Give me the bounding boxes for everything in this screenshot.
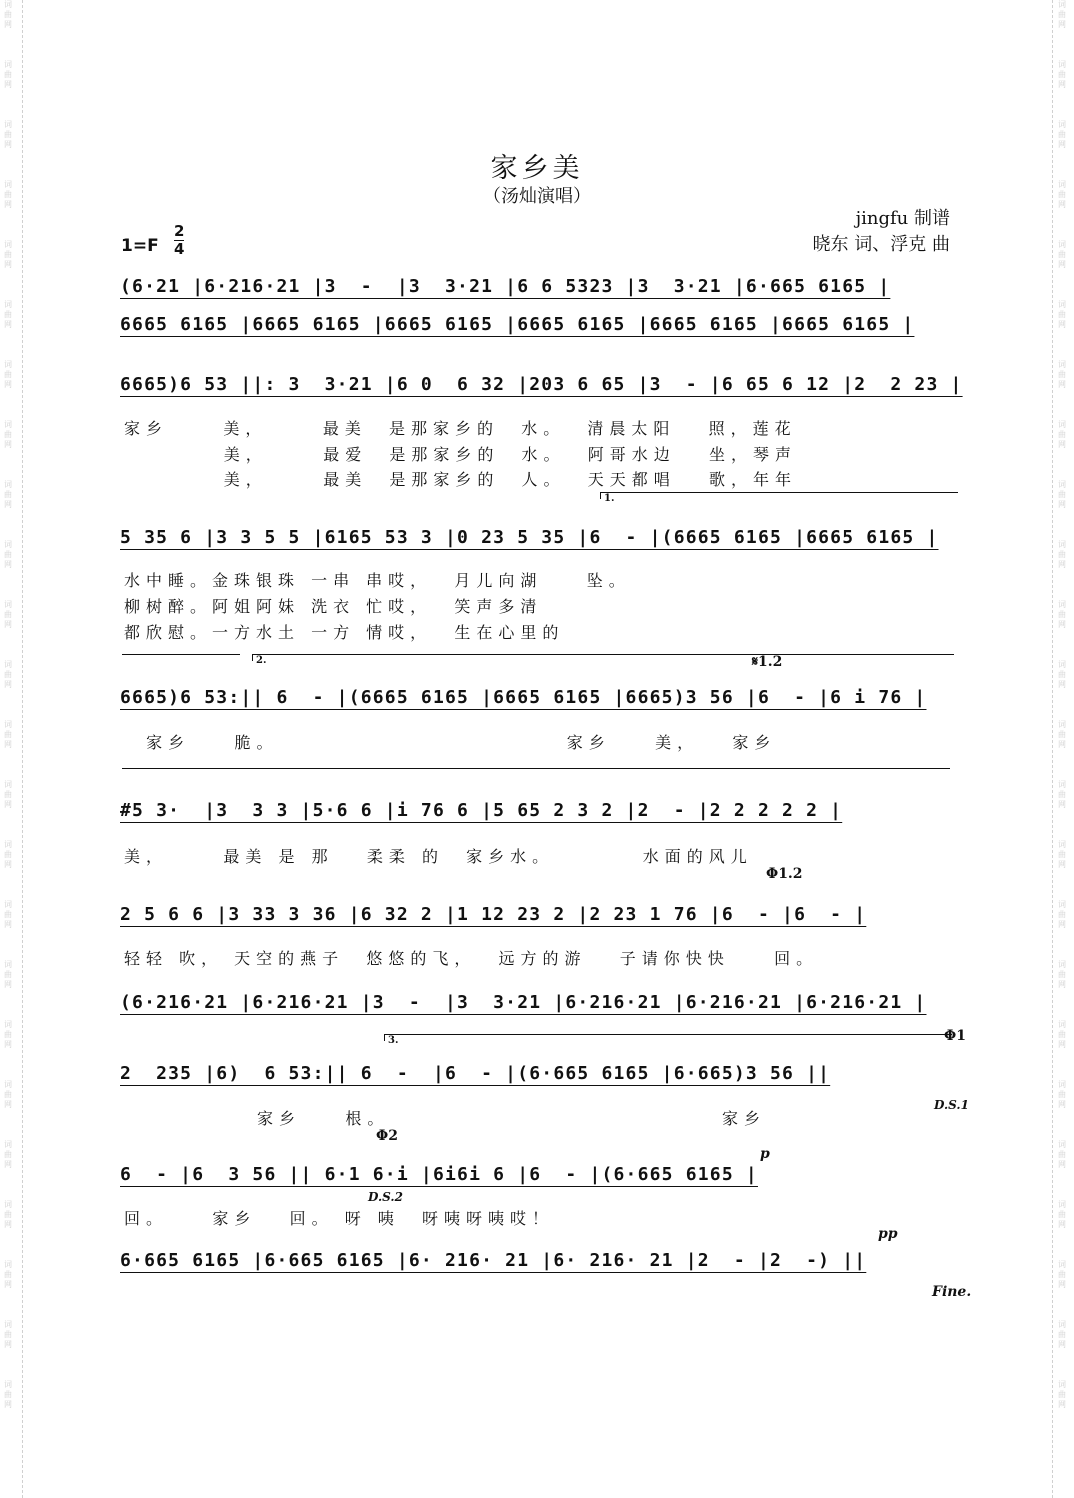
staff-line-9: 2 235 |6) 6 53:|| 6 - |6 - |(6·665 6165 |6·665)3 56 ||	[120, 1063, 831, 1084]
watermark-text: 词 曲 网	[4, 180, 12, 209]
watermark-text: 词 曲 网	[4, 60, 12, 89]
watermark-left	[4, 0, 18, 1440]
watermark-text: 词 曲 网	[4, 1200, 12, 1229]
watermark-text: 词 曲 网	[4, 720, 12, 749]
watermark-text: 词 曲 网	[4, 960, 12, 989]
watermark-text: 词 曲 网	[4, 1140, 12, 1169]
watermark-text: 词 曲 网	[1058, 840, 1066, 869]
watermark-text: 词 曲 网	[1058, 1080, 1066, 1109]
time-signature	[174, 224, 184, 257]
watermark-text: 词 曲 网	[1058, 120, 1066, 149]
watermark-text: 词 曲 网	[4, 480, 12, 509]
watermark-text: 词 曲 网	[1058, 1200, 1066, 1229]
watermark-text: 词 曲 网	[4, 420, 12, 449]
staff-line-5: 6665)6 53:|| 6 - |(6665 6165 |6665 6165 |6665)3 56 |6 - |6 i 76 |	[120, 687, 927, 708]
lyric-6: 美， 最美 是 那 柔柔 的 家乡水。 水面的风儿	[124, 847, 753, 866]
staff-line-7: 2 5 6 6 |3 33 3 36 |6 32 2 |1 12 23 2 |2 23 1 76 |6 - |6 - |	[120, 904, 867, 925]
watermark-text: 词 曲 网	[1058, 900, 1066, 929]
watermark-text: 词 曲 网	[1058, 780, 1066, 809]
staff-line-8: (6·216·21 |6·216·21 |3 - |3 3·21 |6·216·21 |6·216·21 |6·216·21 |	[120, 992, 927, 1013]
watermark-text: 词 曲 网	[1058, 540, 1066, 569]
staff-line-2: 6665 6165 |6665 6165 |6665 6165 |6665 6165 |6665 6165 |6665 6165 |	[120, 314, 915, 335]
song-title: 家乡美	[490, 153, 584, 184]
watermark-text: 词 曲 网	[4, 900, 12, 929]
watermark-text: 词 曲 网	[4, 840, 12, 869]
left-margin-line	[22, 0, 24, 1498]
watermark-right	[1058, 0, 1072, 1440]
lyric-9: 家乡 根。 家乡	[124, 1109, 766, 1128]
watermark-text: 词 曲 网	[1058, 0, 1066, 29]
watermark-text: 词 曲 网	[1058, 420, 1066, 449]
author-credit: 晓东 词、浮克 曲	[812, 234, 950, 255]
volta-1: 1.	[600, 492, 958, 499]
watermark-text: 词 曲 网	[1058, 960, 1066, 989]
watermark-text: 词 曲 网	[1058, 1140, 1066, 1169]
volta-1-continuation	[122, 654, 240, 655]
watermark-text: 词 曲 网	[4, 1380, 12, 1409]
volta-2-continuation	[122, 768, 950, 769]
key-signature: 1=F	[121, 236, 159, 256]
watermark-text: 词 曲 网	[4, 600, 12, 629]
watermark-text: 词 曲 网	[1058, 600, 1066, 629]
watermark-text: 词 曲 网	[1058, 300, 1066, 329]
watermark-text: 词 曲 网	[4, 360, 12, 389]
coda-1-mark: Φ1	[944, 1028, 966, 1044]
watermark-text: 词 曲 网	[1058, 1260, 1066, 1289]
time-top: 2	[174, 222, 185, 240]
watermark-text: 词 曲 网	[4, 1320, 12, 1349]
lyric-3-verse-1: 家乡 美， 最美 是那家乡的 水。 清晨太阳 照，莲花	[124, 419, 797, 438]
watermark-text: 词 曲 网	[4, 300, 12, 329]
lyric-3-verse-3: 美， 最美 是那家乡的 人。 天天都唱 歌，年年	[124, 470, 797, 489]
ds-2-mark: D.S.2	[368, 1190, 403, 1204]
lyric-10: 回。 家乡 回。 呀 咦 呀咦呀咦哎！	[124, 1209, 554, 1228]
watermark-text: 词 曲 网	[1058, 480, 1066, 509]
lyric-4-verse-3: 都欣慰。一方水土 一方 情哎， 生在心里的	[124, 623, 565, 642]
arranger-credit: jingfu 制谱	[855, 208, 950, 229]
lyric-5: 家乡 脆。 家乡 美， 家乡	[124, 733, 777, 752]
watermark-text: 词 曲 网	[4, 1080, 12, 1109]
right-margin-line	[1052, 0, 1054, 1498]
watermark-text: 词 曲 网	[1058, 180, 1066, 209]
coda-2-mark: Φ2	[376, 1128, 398, 1144]
watermark-text: 词 曲 网	[1058, 660, 1066, 689]
fine-mark: Fine.	[932, 1284, 972, 1300]
watermark-text: 词 曲 网	[1058, 1320, 1066, 1349]
volta-2: 2.	[252, 654, 954, 661]
dynamic-p: p	[760, 1146, 770, 1162]
lyric-7: 轻轻 吹， 天空的燕子 悠悠的飞， 远方的游 子请你快快 回。	[124, 949, 819, 968]
staff-line-11: 6·665 6165 |6·665 6165 |6· 216· 21 |6· 216· 21 |2 - |2 -) ||	[120, 1250, 867, 1271]
ds-1-mark: D.S.1	[934, 1098, 969, 1112]
watermark-text: 词 曲 网	[4, 240, 12, 269]
watermark-text: 词 曲 网	[4, 1260, 12, 1289]
staff-line-3: 6665)6 53 ||: 3 3·21 |6 0 6 32 |203 6 65 |3 - |6 65 6 12 |2 2 23 |	[120, 374, 963, 395]
watermark-text: 词 曲 网	[1058, 1380, 1066, 1409]
watermark-text: 词 曲 网	[1058, 720, 1066, 749]
time-bottom: 4	[174, 240, 185, 258]
lyric-4-verse-1: 水中睡。金珠银珠 一串 串哎， 月儿向湖 坠。	[124, 571, 631, 590]
segno-mark: 𝄋1.2	[752, 654, 783, 670]
watermark-text: 词 曲 网	[1058, 360, 1066, 389]
dynamic-pp: pp	[878, 1226, 898, 1242]
song-subtitle: （汤灿演唱）	[483, 186, 591, 207]
watermark-text: 词 曲 网	[4, 120, 12, 149]
lyric-3-verse-2: 美， 最爱 是那家乡的 水。 阿哥水边 坐，琴声	[124, 445, 797, 464]
watermark-text: 词 曲 网	[4, 780, 12, 809]
watermark-text: 词 曲 网	[4, 540, 12, 569]
watermark-text: 词 曲 网	[1058, 1020, 1066, 1049]
staff-line-1: (6·21 |6·216·21 |3 - |3 3·21 |6 6 5323 |3 3·21 |6·665 6165 |	[120, 276, 891, 297]
volta-3: 3.	[384, 1034, 952, 1041]
watermark-text: 词 曲 网	[4, 0, 12, 29]
watermark-text: 词 曲 网	[1058, 240, 1066, 269]
watermark-text: 词 曲 网	[4, 660, 12, 689]
watermark-text: 词 曲 网	[1058, 60, 1066, 89]
coda-1-2-mark: Φ1.2	[766, 866, 803, 882]
staff-line-4: 5 35 6 |3 3 5 5 |6165 53 3 |0 23 5 35 |6 - |(6665 6165 |6665 6165 |	[120, 527, 939, 548]
watermark-text: 词 曲 网	[4, 1020, 12, 1049]
staff-line-10: 6 - |6 3 56 || 6·1 6·i |6i6i 6 |6 - |(6·665 6165 |	[120, 1164, 758, 1185]
lyric-4-verse-2: 柳树醉。阿姐阿妹 洗衣 忙哎， 笑声多清	[124, 597, 543, 616]
staff-line-6: #5 3· |3 3 3 |5·6 6 |i 76 6 |5 65 2 3 2 |2 - |2 2 2 2 2 |	[120, 800, 843, 821]
